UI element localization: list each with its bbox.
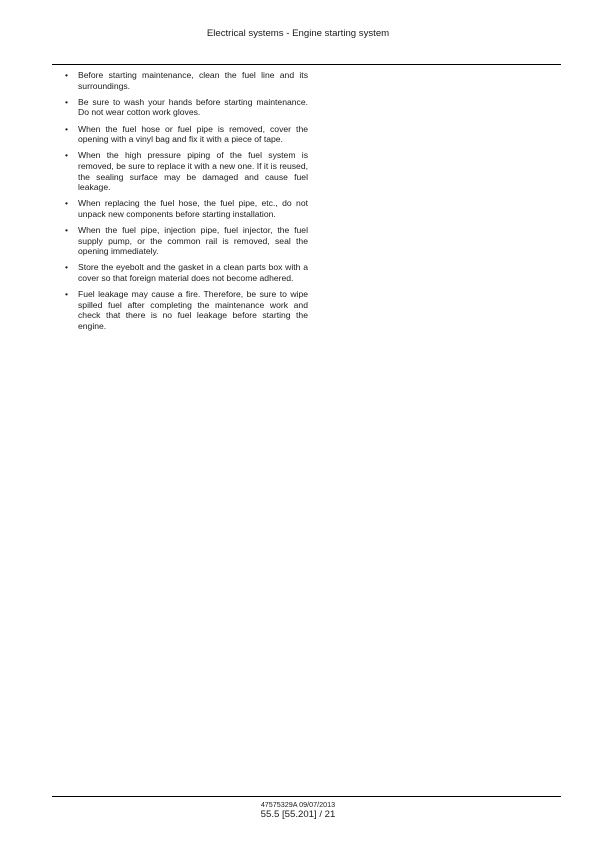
list-item bbox=[64, 289, 308, 331]
list-item bbox=[64, 150, 308, 192]
list-item bbox=[64, 262, 308, 283]
precautions-list bbox=[64, 70, 308, 337]
bullet-icon: • bbox=[65, 262, 69, 273]
list-item-text: Be sure to wash your hands before starting maintenance. Do not wear cotton work gloves. bbox=[78, 96, 308, 118]
list-item-text: Fuel leakage may cause a fire. Therefore, be sure to wipe spilled fuel after completing the maintenance work and check that there is no fuel leakage before starting the engine. bbox=[78, 289, 308, 332]
list-item-text: When the high pressure piping of the fuel system is removed, be sure to replace it with a new one. If it is reused, the sealing surface may be damaged and cause fuel leakage. bbox=[78, 150, 308, 193]
footer-divider bbox=[52, 796, 561, 797]
bullet-icon: • bbox=[65, 96, 69, 107]
bullet-icon: • bbox=[65, 70, 69, 80]
list-item bbox=[64, 124, 308, 145]
page-header-title: Electrical systems - Engine starting system bbox=[206, 28, 390, 39]
bullet-icon: • bbox=[65, 289, 69, 300]
header-divider bbox=[52, 64, 561, 65]
list-item bbox=[64, 97, 308, 118]
list-item bbox=[64, 198, 308, 219]
bullet-icon: • bbox=[65, 198, 69, 209]
footer-page-number: 55.5 [55.201] / 21 bbox=[260, 809, 336, 820]
list-item bbox=[64, 70, 308, 91]
list-item bbox=[64, 225, 308, 257]
list-item-text: Store the eyebolt and the gasket in a clean parts box with a cover so that foreign material does not become adhered. bbox=[78, 262, 308, 284]
list-item-text: Before starting maintenance, clean the fuel line and its surroundings. bbox=[78, 70, 308, 91]
bullet-icon: • bbox=[65, 225, 69, 236]
list-item-text: When replacing the fuel hose, the fuel pipe, etc., do not unpack new components before starting installation. bbox=[78, 198, 308, 219]
bullet-icon: • bbox=[65, 123, 69, 134]
footer-document-id: 47575329A 09/07/2013 bbox=[260, 800, 336, 809]
list-item-text: When the fuel pipe, injection pipe, fuel injector, the fuel supply pump, or the common rail is removed, seal the opening immediately. bbox=[78, 225, 308, 257]
bullet-icon: • bbox=[65, 150, 69, 161]
list-item-text: When the fuel hose or fuel pipe is removed, cover the opening with a vinyl bag and fix it with a piece of tape. bbox=[78, 123, 308, 145]
